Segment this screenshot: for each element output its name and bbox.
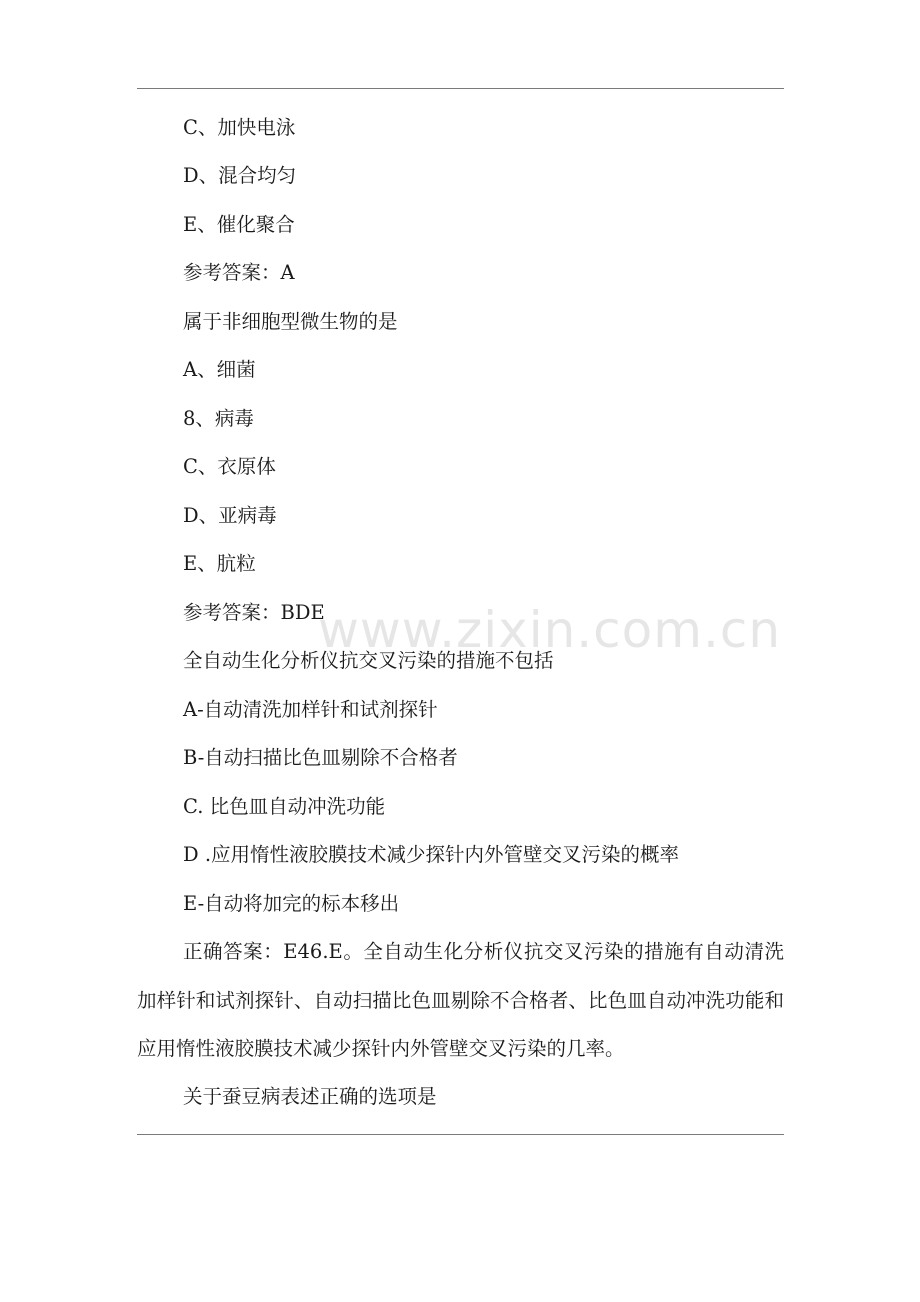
option-c: C、加快电泳 bbox=[183, 116, 296, 139]
option-a: A-自动清洗加样针和试剂探针 bbox=[183, 698, 438, 721]
header-rule bbox=[137, 88, 784, 89]
option-c: C. 比色皿自动冲洗功能 bbox=[183, 795, 386, 818]
option-b: 8、病毒 bbox=[183, 407, 254, 430]
next-question-text: 关于蚕豆病表述正确的选项是 bbox=[183, 1085, 437, 1108]
option-c: C、衣原体 bbox=[183, 455, 276, 478]
option-e: E、肮粒 bbox=[183, 552, 256, 575]
option-d: D、亚病毒 bbox=[183, 504, 277, 527]
option-e: E-自动将加完的标本移出 bbox=[183, 892, 400, 915]
question-text: 全自动生化分析仪抗交叉污染的措施不包括 bbox=[183, 649, 554, 672]
answer-line: 参考答案：A bbox=[183, 261, 295, 284]
option-a: A、细菌 bbox=[183, 358, 256, 381]
answer-line: 参考答案：BDE bbox=[183, 601, 325, 624]
option-e: E、催化聚合 bbox=[183, 213, 295, 236]
explanation-paragraph: 正确答案：E46.E。全自动生化分析仪抗交叉污染的措施有自动清洗加样针和试剂探针、自动扫描比色皿剔除不合格者、比色皿自动冲洗功能和应用惰性液胶膜技术减少探针内外管壁交叉污染的几率。 bbox=[137, 940, 784, 1060]
question-text: 属于非细胞型微生物的是 bbox=[183, 310, 398, 333]
watermark: www.zixin.com.cn bbox=[318, 601, 782, 659]
footer-rule bbox=[137, 1134, 784, 1135]
option-d: D、混合均匀 bbox=[183, 164, 297, 187]
option-b: B-自动扫描比色皿剔除不合格者 bbox=[183, 746, 458, 769]
option-d: D .应用惰性液胶膜技术减少探针内外管壁交叉污染的概率 bbox=[183, 843, 680, 866]
